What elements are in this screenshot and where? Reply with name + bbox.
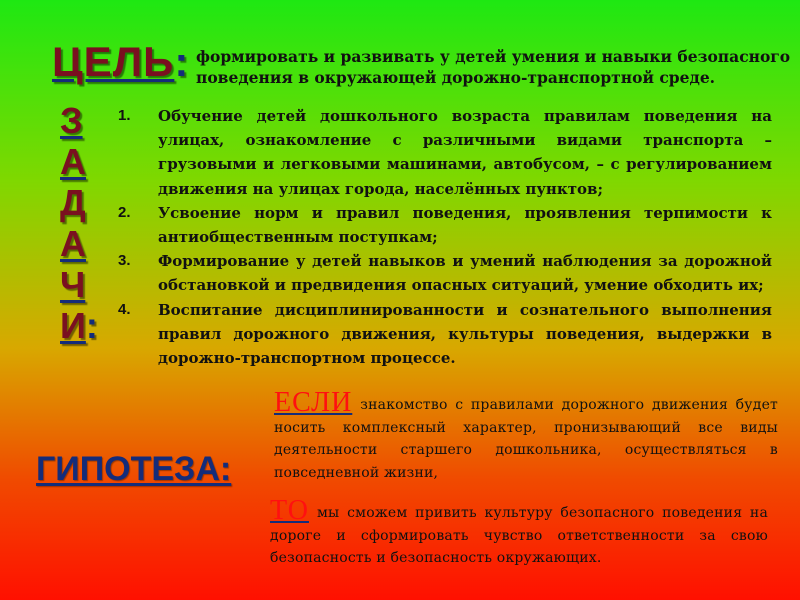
hypothesis-heading: ГИПОТЕЗА:: [36, 450, 232, 488]
then-keyword: ТО: [270, 495, 309, 526]
list-item: [118, 104, 772, 201]
list-item-text: Обучение детей дошкольного возраста правилам поведения на улицах, ознакомление с различными видами транспорта – грузовыми и легковыми машинами, автобусом, – с регулированием движения на улицах города, населённых пунктов;: [158, 107, 772, 198]
tasks-heading-last-letter: [60, 305, 112, 346]
list-item-number: 3.: [118, 252, 131, 270]
goal-heading-colon: :: [174, 38, 190, 85]
tasks-heading-colon: :: [85, 305, 98, 346]
tasks-list: [118, 104, 772, 370]
list-item-text: Усвоение норм и правил поведения, проявления терпимости к антиобщественным поступкам;: [158, 203, 772, 247]
tasks-heading: [60, 100, 112, 346]
tasks-heading-letter: Д: [60, 182, 86, 223]
hypothesis-then-block: [270, 495, 768, 570]
list-item-text: Воспитание дисциплинированности и сознательного выполнения правил дорожного движения, культуры поведения, выдержки в дорожно-транспортном процессе.: [158, 300, 772, 368]
list-item-text: Формирование у детей навыков и умений наблюдения за дорожной обстановкой и предвидения опасных ситуаций, умение обходить их;: [158, 252, 772, 295]
list-item-number: 2.: [118, 203, 131, 221]
list-item-number: 1.: [118, 107, 131, 124]
hypothesis-if-block: [274, 387, 778, 484]
list-item: [118, 201, 772, 249]
goal-heading-text: ЦЕЛЬ: [52, 38, 175, 85]
tasks-heading-letter: А: [60, 141, 86, 182]
goal-heading: [52, 38, 189, 86]
list-item: [118, 298, 772, 371]
tasks-heading-letter: А: [60, 223, 86, 264]
if-text: знакомство с правилами дорожного движения будет носить комплексный характер, пронизывающий все виды деятельности старшего дошкольника, осуществляться в повседневной жизни,: [274, 397, 778, 481]
list-item: [118, 249, 772, 297]
list-item-number: 4.: [118, 300, 131, 318]
tasks-heading-letter: З: [60, 100, 83, 141]
then-text: мы сможем привить культуру безопасного поведения на дороге и сформировать чувство ответственности за свою безопасность и безопасность окружающих.: [270, 505, 768, 567]
goal-text: формировать и развивать у детей умения и навыки безопасного поведения в окружающей дорожно-транспортной среде.: [196, 47, 791, 87]
if-keyword: ЕСЛИ: [274, 387, 353, 418]
tasks-heading-letter: Ч: [60, 264, 86, 305]
tasks-heading-letter: И: [60, 305, 86, 346]
